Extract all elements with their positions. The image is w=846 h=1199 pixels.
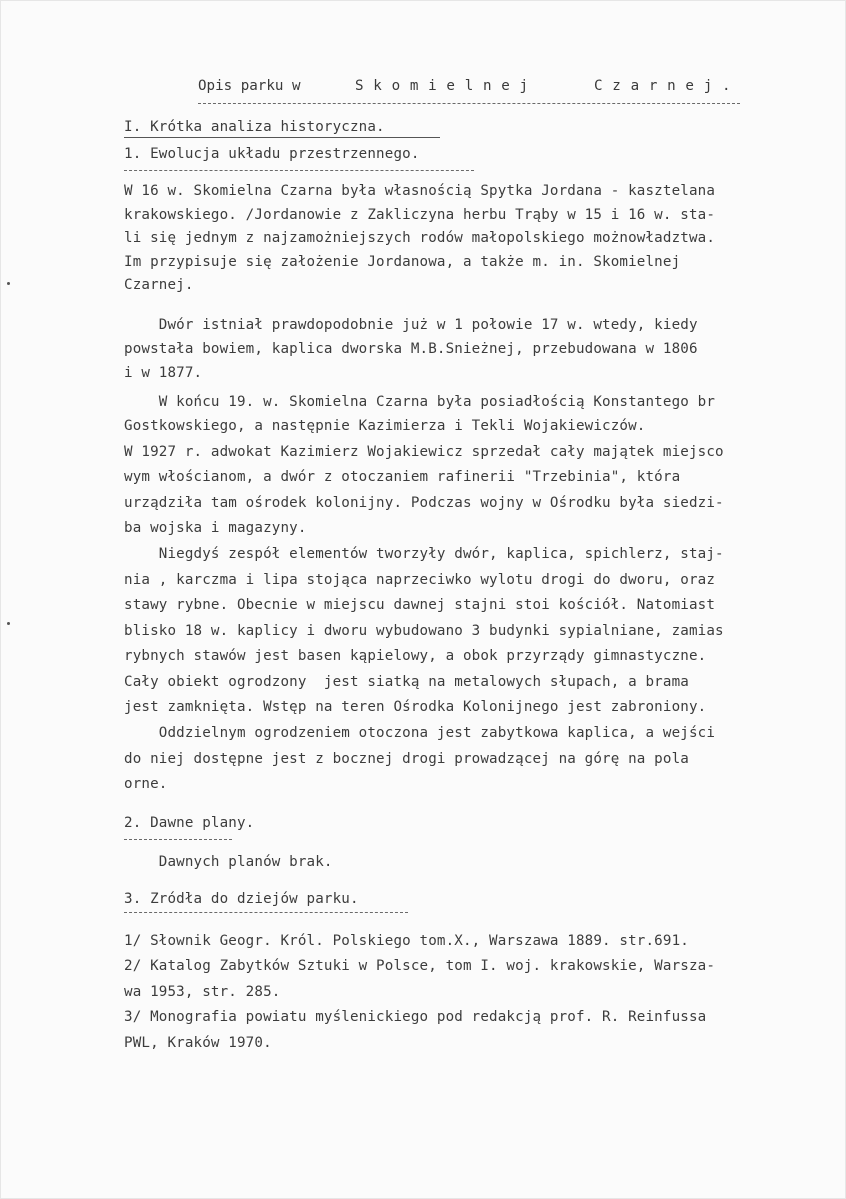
body-line: Oddzielnym ogrodzeniem otoczona jest zabytkowa kaplica, a wejści — [124, 725, 716, 741]
section-2-body: Dawnych planów brak. — [124, 854, 333, 870]
document-title-place-1: S k o m i e l n e j — [355, 78, 529, 94]
section-1-heading: I. Krótka analiza historyczna. — [124, 119, 385, 135]
body-line: urządziła tam ośrodek kolonijny. Podczas wojny w Ośrodku była siedzi- — [124, 495, 724, 511]
section-3-heading: 3. Zródła do dziejów parku. — [124, 891, 359, 907]
body-line: ba wojska i magazyny. — [124, 520, 307, 536]
body-line: krakowskiego. /Jordanowie z Zakliczyna herbu Trąby w 15 i 16 w. sta- — [124, 207, 716, 223]
section-2-heading: 2. Dawne plany. — [124, 815, 255, 831]
body-line: W 16 w. Skomielna Czarna była własnością Spytka Jordana - kasztelana — [124, 183, 716, 199]
bibliography-item: wa 1953, str. 285. — [124, 984, 281, 1000]
section-3-dashed-underline — [124, 912, 408, 913]
bibliography-item: 2/ Katalog Zabytków Sztuki w Polsce, tom I. woj. krakowskie, Warsza- — [124, 958, 716, 974]
body-line: Niegdyś zespół elementów tworzyły dwór, kaplica, spichlerz, staj- — [124, 546, 724, 562]
body-line: W 1927 r. adwokat Kazimierz Wojakiewicz sprzedał cały majątek miejsco — [124, 444, 724, 460]
margin-mark — [7, 622, 10, 625]
body-line: Gostkowskiego, a następnie Kazimierza i Tekli Wojakiewiczów. — [124, 418, 646, 434]
body-line: stawy rybne. Obecnie w miejscu dawnej stajni stoi kościół. Natomiast — [124, 597, 716, 613]
subsection-1-heading: 1. Ewolucja układu przestrzennego. — [124, 146, 420, 162]
body-line: blisko 18 w. kaplicy i dworu wybudowano 3 budynki sypialniane, zamias — [124, 623, 724, 639]
bibliography-item: PWL, Kraków 1970. — [124, 1035, 272, 1051]
section-2-dashed-underline — [124, 839, 232, 840]
body-line: W końcu 19. w. Skomielna Czarna była posiadłością Konstantego br — [124, 394, 716, 410]
subsection-1-dashed-underline — [124, 170, 474, 171]
body-line: i w 1877. — [124, 365, 203, 381]
body-line: wym włościanom, a dwór z otoczaniem rafinerii "Trzebinia", która — [124, 469, 681, 485]
body-line: Im przypisuje się założenie Jordanowa, a także m. in. Skomielnej — [124, 254, 681, 270]
body-line: jest zamknięta. Wstęp na teren Ośrodka Kolonijnego jest zabroniony. — [124, 699, 707, 715]
bibliography-item: 1/ Słownik Geogr. Król. Polskiego tom.X., Warszawa 1889. str.691. — [124, 933, 689, 949]
body-line: Dwór istniał prawdopodobnie już w 1 połowie 17 w. wtedy, kiedy — [124, 317, 698, 333]
body-line: rybnych stawów jest basen kąpielowy, a obok przyrządy gimnastyczne. — [124, 648, 707, 664]
body-line: do niej dostępne jest z bocznej drogi prowadzącej na górę na pola — [124, 751, 689, 767]
body-line: orne. — [124, 776, 168, 792]
title-dashed-underline — [198, 103, 740, 104]
body-line: Czarnej. — [124, 277, 194, 293]
body-line: nia , karczma i lipa stojąca naprzeciwko wylotu drogi do dworu, oraz — [124, 572, 716, 588]
body-line: li się jednym z najzamożniejszych rodów małopolskiego możnowładztwa. — [124, 230, 716, 246]
bibliography-item: 3/ Monografia powiatu myślenickiego pod redakcją prof. R. Reinfussa — [124, 1009, 707, 1025]
document-title-prefix: Opis parku w — [198, 78, 301, 94]
body-line: Cały obiekt ogrodzony jest siatką na metalowych słupach, a brama — [124, 674, 689, 690]
document-title-place-2: C z a r n e j . — [594, 78, 732, 94]
margin-mark — [7, 282, 10, 285]
section-1-heading-underline — [124, 137, 440, 138]
body-line: powstała bowiem, kaplica dworska M.B.Snieżnej, przebudowana w 1806 — [124, 341, 698, 357]
